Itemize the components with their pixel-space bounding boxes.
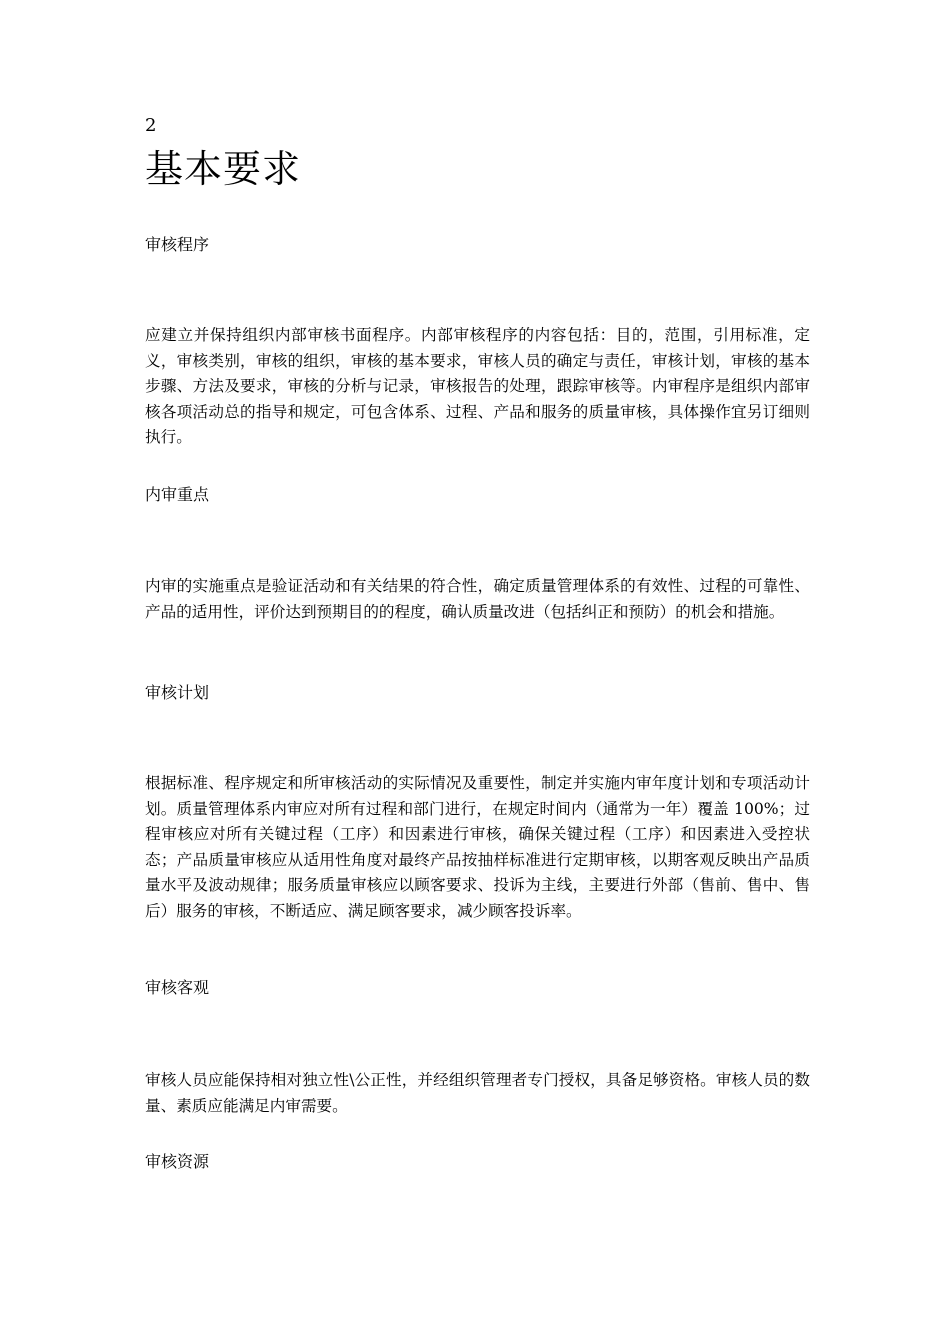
section-heading-audit-objectivity: 审核客观: [145, 978, 210, 997]
section-heading-audit-resources: 审核资源: [145, 1152, 210, 1171]
section-heading-audit-plan: 审核计划: [145, 683, 210, 702]
section-paragraph-audit-objectivity: 审核人员应能保持相对独立性\公正性，并经组织管理者专门授权，具备足够资格。审核人员的数量、素质应能满足内审需要。: [145, 1071, 810, 1115]
chapter-title: 基本要求: [145, 147, 302, 191]
section-paragraph-audit-focus: 内审的实施重点是验证活动和有关结果的符合性，确定质量管理体系的有效性、过程的可靠性、产品的适用性，评价达到预期目的的程度，确认质量改进（包括纠正和预防）的机会和措施。: [145, 577, 810, 621]
section-paragraph-audit-procedure: 应建立并保持组织内部审核书面程序。内部审核程序的内容包括：目的，范围，引用标准，定义，审核类别，审核的组织，审核的基本要求，审核人员的确定与责任，审核计划，审核的基本步骤、方法及要求，审核的分析与记录，审核报告的处理，跟踪审核等。内审程序是组织内部审核各项活动总的指导和规定，可包含体系、过程、产品和服务的质量审核，具体操作宜另订细则执行。: [145, 326, 810, 447]
section-heading-audit-focus: 内审重点: [145, 485, 210, 504]
section-heading-audit-procedure: 审核程序: [145, 235, 210, 254]
section-paragraph-audit-plan: 根据标准、程序规定和所审核活动的实际情况及重要性，制定并实施内审年度计划和专项活动计划。质量管理体系内审应对所有过程和部门进行，在规定时间内（通常为一年）覆盖 100%；过程审核应对所有关键过程（工序）和因素进行审核，确保关键过程（工序）和因素进入受控状态；产品质量审核应从适用性角度对最终产品按抽样标准进行定期审核，以期客观反映出产品质量水平及波动规律；服务质量审核应以顾客要求、投诉为主线，主要进行外部（售前、售中、售后）服务的审核，不断适应、满足顾客要求，减少顾客投诉率。: [145, 774, 810, 920]
chapter-number: 2: [145, 115, 157, 136]
